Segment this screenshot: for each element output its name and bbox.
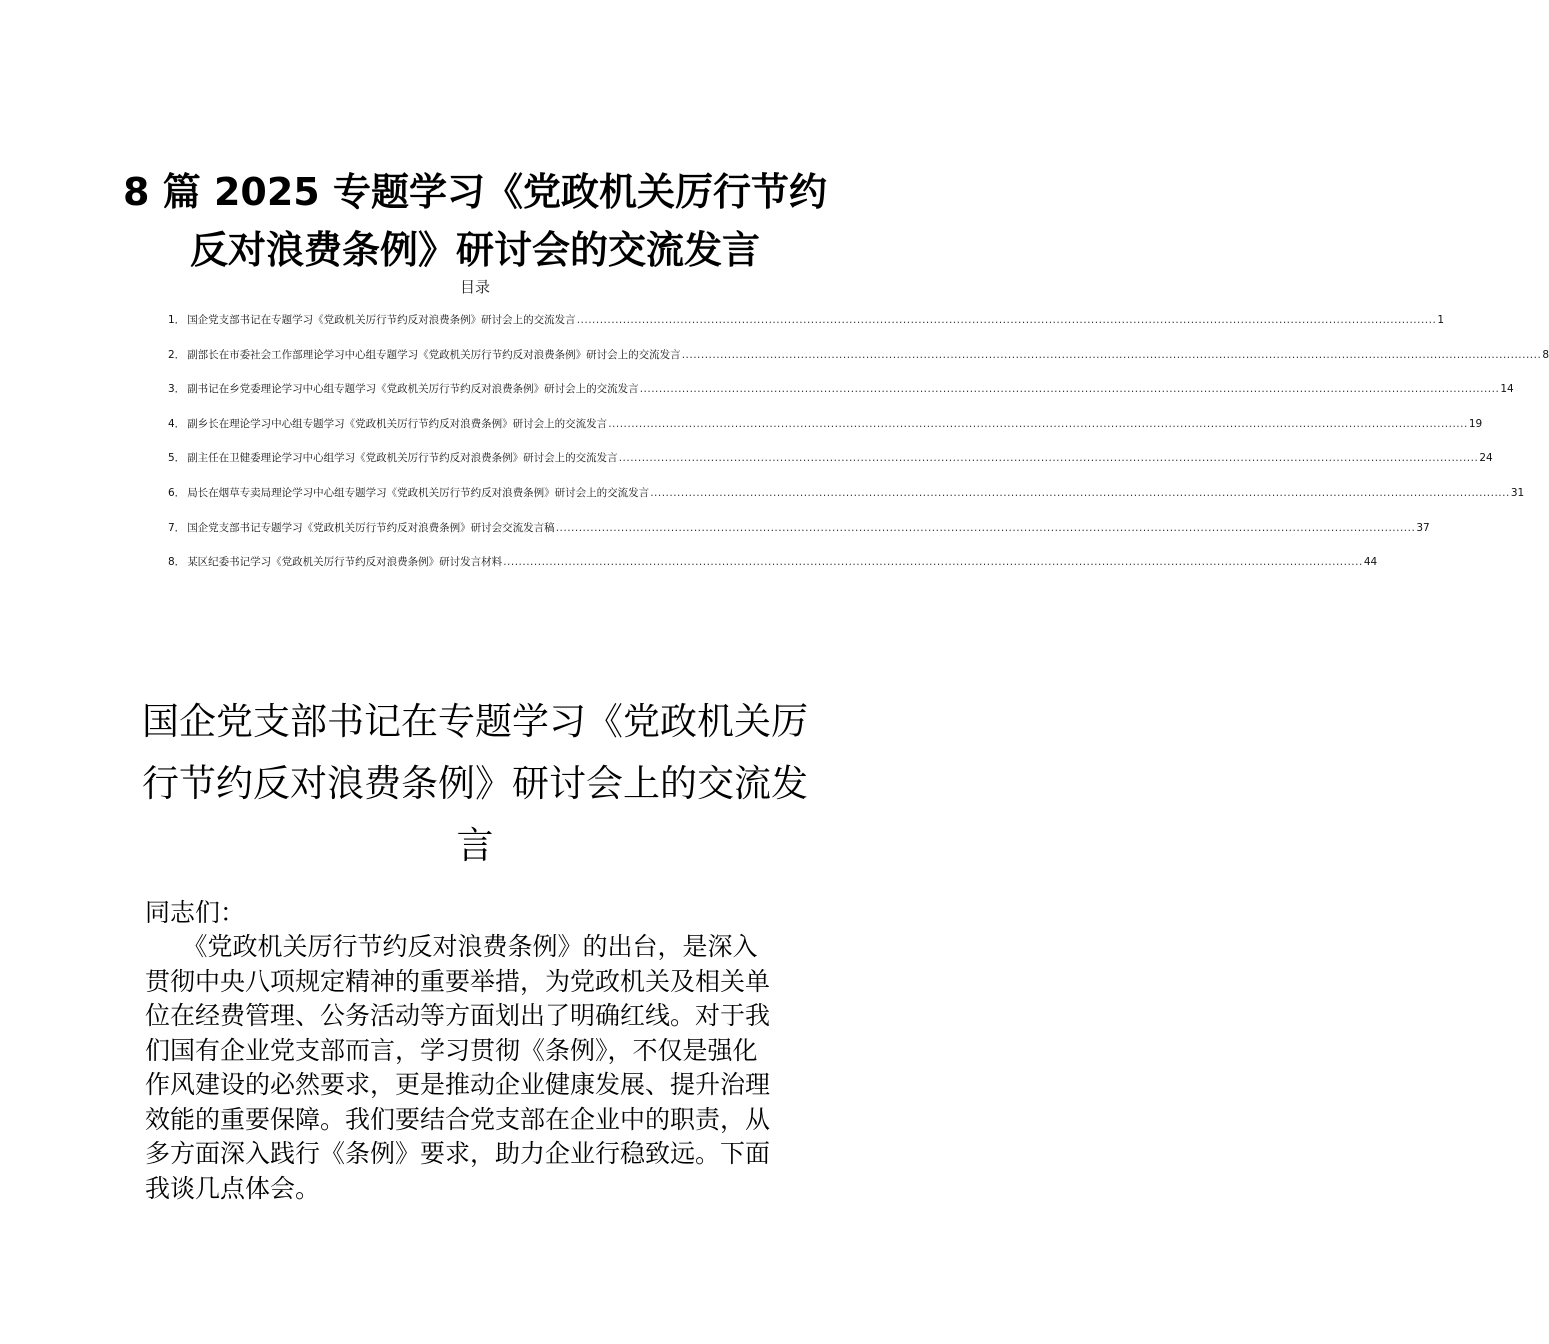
toc-entry-page: 8 xyxy=(1542,348,1549,361)
toc-leader-dots xyxy=(556,522,1416,534)
document-title-line: 8 篇 2025 专题学习《党政机关厉行节约 xyxy=(123,170,827,215)
toc-entry-number: 7． xyxy=(168,521,186,534)
salutation: 同志们： xyxy=(145,898,246,927)
section-title-line: 国企党支部书记在专题学习《党政机关厉 xyxy=(142,699,808,743)
section-title-line: 行节约反对浪费条例》研讨会上的交流发 xyxy=(142,761,808,805)
toc-entry-number: 5． xyxy=(168,452,186,465)
toc-heading: 目录 xyxy=(459,278,490,296)
body-paragraph xyxy=(145,930,810,1206)
toc-entry-number: 6． xyxy=(168,486,186,499)
body-line: 位在经费管理、公务活动等方面划出了明确红线。对于我 xyxy=(145,1001,771,1030)
toc-entry[interactable] xyxy=(168,312,1445,347)
document-title xyxy=(120,163,830,279)
toc-entry-number: 1． xyxy=(168,314,186,326)
toc-entry-title: 局长在烟草专卖局理论学习中心组专题学习《党政机关厉行节约反对浪费条例》研讨会上的交流发言 xyxy=(187,486,650,499)
toc-entry-title: 某区纪委书记学习《党政机关厉行节约反对浪费条例》研讨发言材料 xyxy=(187,556,503,569)
body-line: 效能的重要保障。我们要结合党支部在企业中的职责，从 xyxy=(145,1104,771,1134)
section-title-line: 言 xyxy=(456,823,494,867)
toc-entry[interactable] xyxy=(168,450,1493,485)
toc-leader-dots xyxy=(682,349,1542,361)
toc-entry-number: 2． xyxy=(168,348,186,361)
toc-leader-dots xyxy=(650,487,1510,499)
document-title-line: 反对浪费条例》研讨会的交流发言 xyxy=(189,228,760,273)
toc-entry-title: 副部长在市委社会工作部理论学习中心组专题学习《党政机关厉行节约反对浪费条例》研讨会上的交流发言 xyxy=(187,348,681,361)
toc-entry[interactable] xyxy=(168,520,1430,555)
toc-entry-page: 44 xyxy=(1363,556,1378,569)
toc-leader-dots xyxy=(503,556,1363,568)
toc-entry-title: 副书记在乡党委理论学习中心组专题学习《党政机关厉行节约反对浪费条例》研讨会上的交流发言 xyxy=(187,383,639,396)
toc-entry-page: 1 xyxy=(1437,314,1445,326)
toc-entry-number: 3． xyxy=(168,383,186,396)
body-line: 贯彻中央八项规定精神的重要举措，为党政机关及相关单 xyxy=(145,966,771,996)
toc-entry[interactable] xyxy=(168,554,1378,589)
toc-entry-title: 国企党支部书记专题学习《党政机关厉行节约反对浪费条例》研讨会交流发言稿 xyxy=(187,521,555,534)
toc-leader-dots xyxy=(608,418,1468,430)
toc-leader-dots xyxy=(577,314,1437,326)
toc-leader-dots xyxy=(619,452,1479,464)
toc-entry-page: 24 xyxy=(1479,452,1493,465)
toc-entry-page: 14 xyxy=(1500,383,1514,396)
toc-entry[interactable] xyxy=(168,485,1525,520)
toc-entry-title: 国企党支部书记在专题学习《党政机关厉行节约反对浪费条例》研讨会上的交流发言 xyxy=(187,314,576,326)
toc-entry[interactable] xyxy=(168,416,1483,451)
toc-entry-page: 37 xyxy=(1416,521,1430,534)
table-of-contents xyxy=(168,312,1549,589)
section-title xyxy=(140,691,810,877)
toc-entry-number: 8． xyxy=(168,556,186,569)
toc-entry-page: 19 xyxy=(1468,417,1483,430)
body-line: 《党政机关厉行节约反对浪费条例》的出台，是深入 xyxy=(145,932,758,961)
body-line: 我谈几点体会。 xyxy=(145,1173,321,1203)
body-line: 多方面深入践行《条例》要求，助力企业行稳致远。下面 xyxy=(145,1139,771,1168)
toc-entry[interactable] xyxy=(168,381,1514,416)
toc-entry-title: 副乡长在理论学习中心组专题学习《党政机关厉行节约反对浪费条例》研讨会上的交流发言 xyxy=(187,417,608,430)
toc-entry-number: 4． xyxy=(168,417,186,430)
toc-leader-dots xyxy=(640,383,1500,395)
body-line: 作风建设的必然要求，更是推动企业健康发展、提升治理 xyxy=(145,1070,771,1099)
toc-entry[interactable] xyxy=(168,347,1549,382)
toc-entry-page: 31 xyxy=(1510,486,1525,499)
body-line: 们国有企业党支部而言，学习贯彻《条例》，不仅是强化 xyxy=(145,1035,758,1065)
toc-entry-title: 副主任在卫健委理论学习中心组学习《党政机关厉行节约反对浪费条例》研讨会上的交流发言 xyxy=(187,452,618,465)
